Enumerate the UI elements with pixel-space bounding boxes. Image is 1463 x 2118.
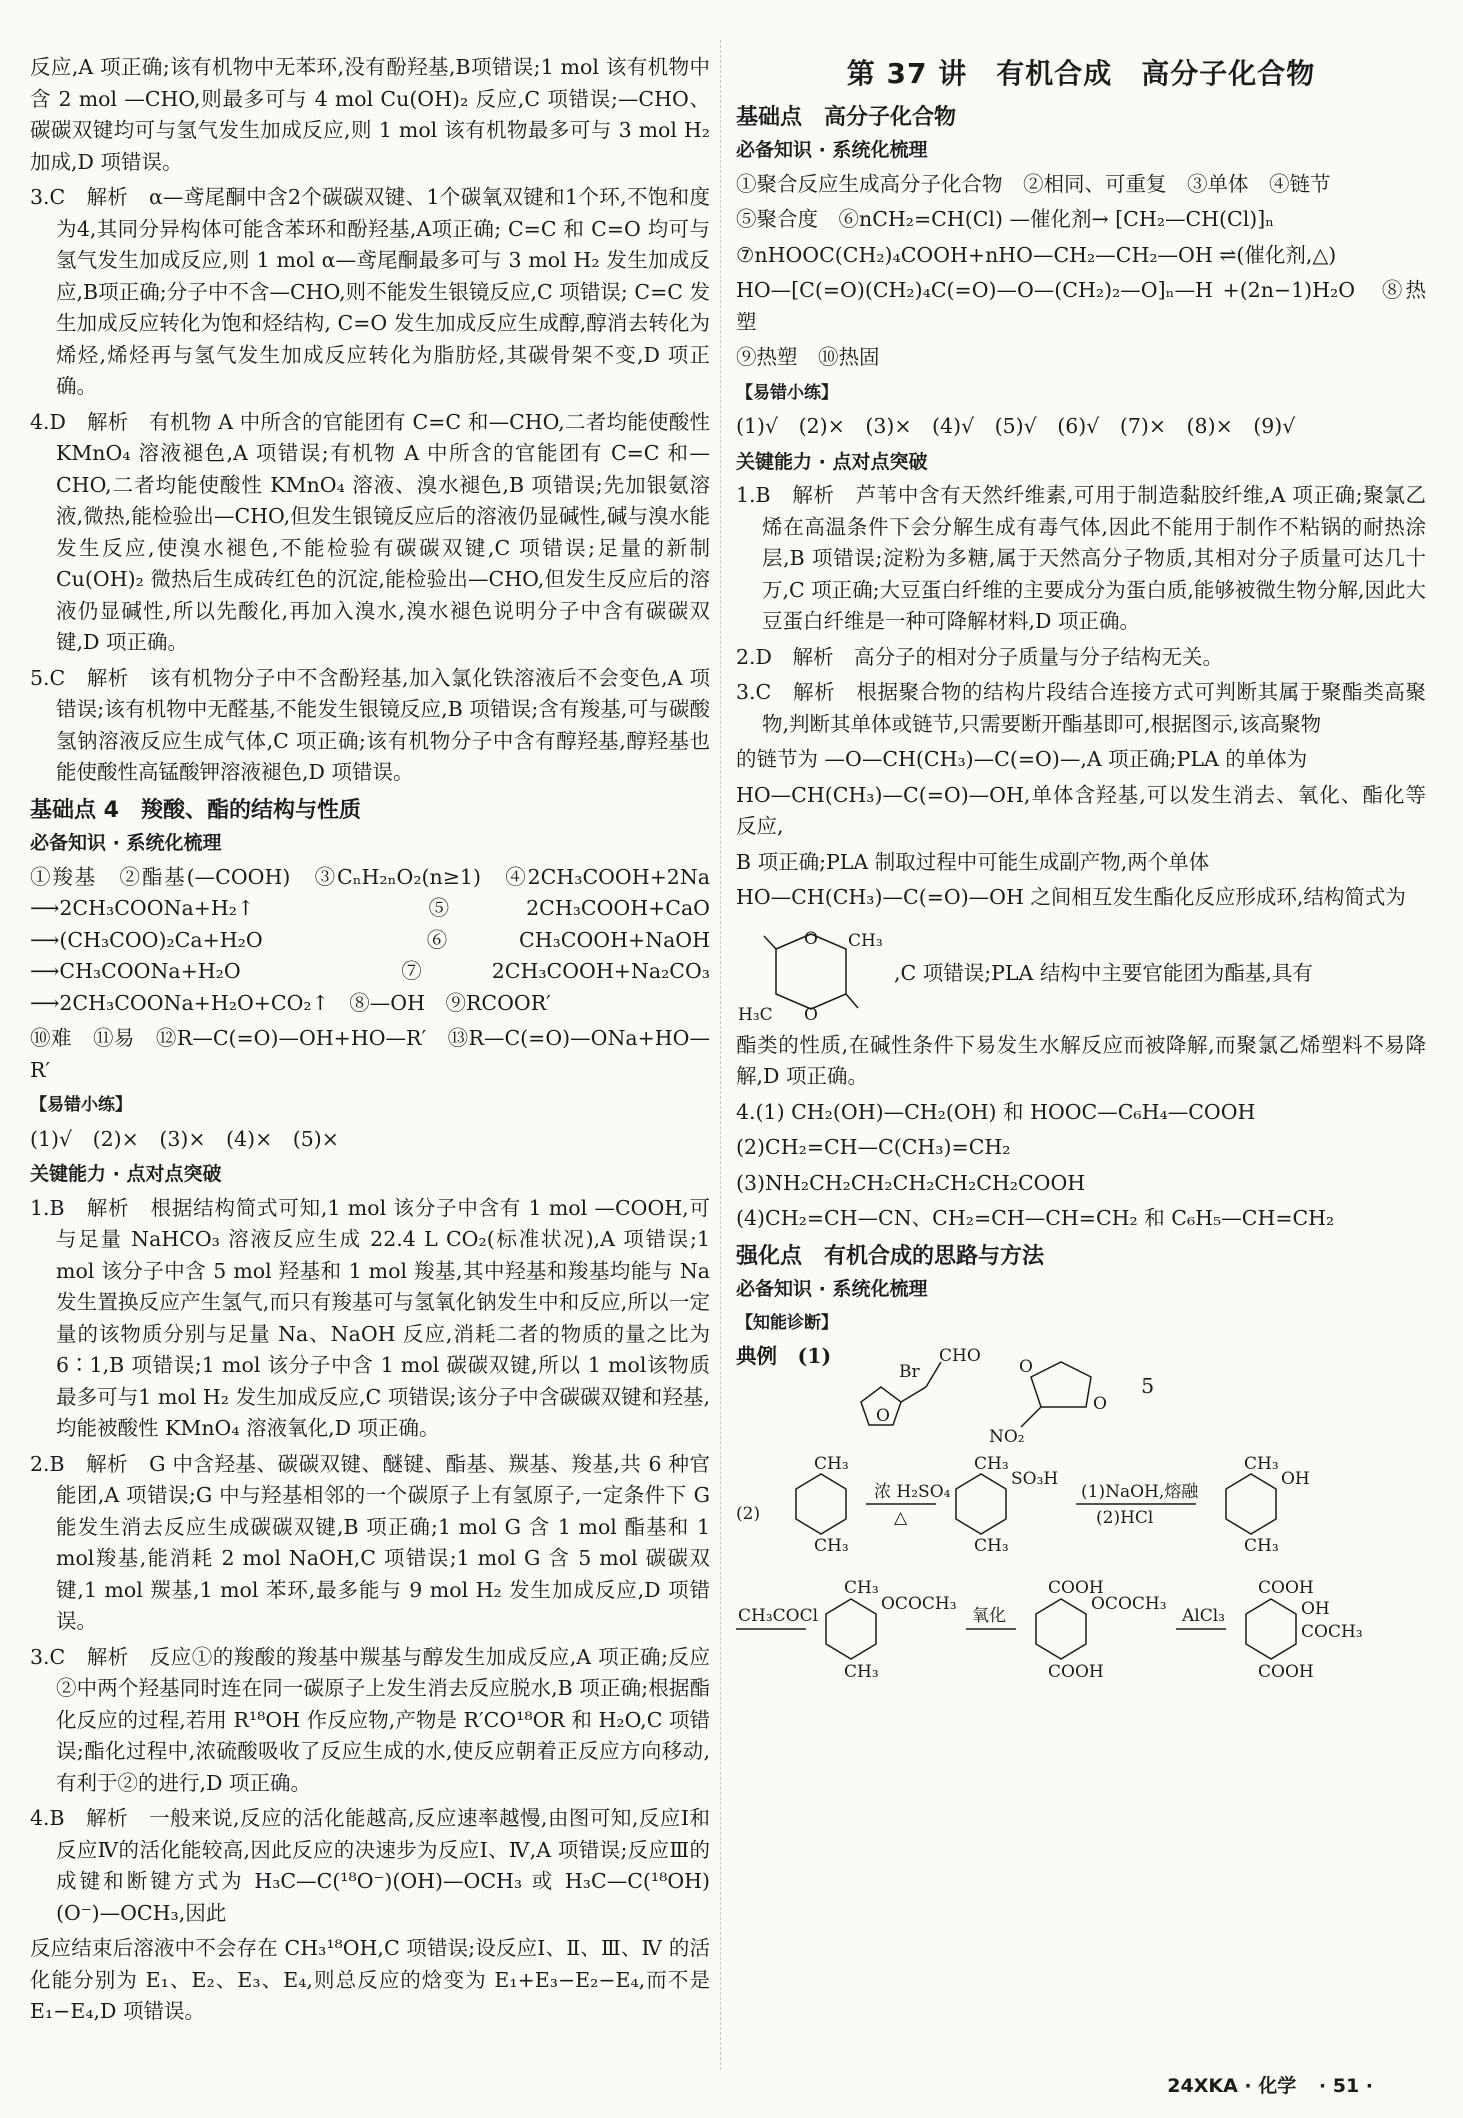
section-heading-4: 基础点 4 羧酸、酯的结构与性质 xyxy=(30,797,361,823)
svg-text:OH: OH xyxy=(1281,1469,1310,1489)
sulfonic-acid-structure xyxy=(956,1454,1058,1556)
error-practice-tag: 【易错小练】 xyxy=(30,1095,132,1115)
example-1-number: 5 xyxy=(1141,1374,1155,1398)
polymer-knowledge-4: HO—[C(=O)(CH₂)₄C(=O)—O—(CH₂)₂—O]ₙ—H +(2n−1)H₂O ⑧热塑 xyxy=(736,278,1426,334)
polymer-answer-4d: (4)CH₂=CH—CN、CH₂=CH—CH=CH₂ 和 C₆H₅—CH=CH₂ xyxy=(736,1206,1335,1230)
subheading-abilities: 关键能力 · 点对点突破 xyxy=(30,1163,222,1185)
svg-text:CHO: CHO xyxy=(939,1346,981,1366)
svg-text:CH₃: CH₃ xyxy=(814,1454,849,1474)
reagent-alcl3: AlCl₃ xyxy=(1182,1606,1225,1626)
svg-text:COOH: COOH xyxy=(1048,1662,1104,1682)
svg-text:O: O xyxy=(876,1406,891,1426)
svg-text:Br: Br xyxy=(899,1362,920,1382)
answer-3-explanation: 3.C 解析 α—鸢尾酮中含2个碳碳双键、1个碳氧双键和1个环,不饱和度为4,其同分异构体可能含苯环和酚羟基,A项正确; C=C 和 C=O 均可与氢气发生加成反应,则 1 mol α—鸢尾酮最多可与 3 mol H₂ 发生加成反应,B项正确;分子中不含—CHO,则不能发生银镜反应,C 项错误; C=C 发生加成反应转化为饱和烃结构, C=O 发生加成反应生成醇,醇消去转化为烯烃,烯烃再与氢气发生加成反应转化为脂肪烃,其碳骨架不变,D 项正确。 xyxy=(30,185,710,398)
reagent-naoh: (1)NaOH,熔融 xyxy=(1081,1482,1199,1502)
right-column xyxy=(736,40,1426,1715)
svg-text:COOH: COOH xyxy=(1258,1662,1314,1682)
left-column xyxy=(30,52,710,2032)
ability-answer-2: 2.B 解析 G 中含羟基、碳碳双键、醚键、酯基、羰基、羧基,共 6 种官能团,A 项错误;G 中与羟基相邻的一个碳原子上有氢原子,一定条件下 G 能发生消去反应生成碳碳双键,B 项正确;1 mol G 含 1 mol 酯基和 1 mol羧基,能消耗 2 mol NaOH,C 项错误;1 mol G 含 5 mol 碳碳双键,1 mol 羰基,1 mol 苯环,最多能与 9 mol H₂ 发生加成反应,D 项错误。 xyxy=(30,1451,710,1633)
svg-text:CH₃: CH₃ xyxy=(974,1536,1009,1556)
answer-5-explanation: 5.C 解析 该有机物分子中不含酚羟基,加入氯化铁溶液后不会变色,A 项错误;该有机物中无醛基,不能发生银镜反应,B 项错误;含有羧基,可与碳酸氢钠溶液反应生成气体,C 项正确;该有机物分子中含有醇羟基,醇羟基也能使酸性高锰酸钾溶液褪色,D 项错误。 xyxy=(30,665,710,784)
lactide-structure-row xyxy=(736,918,1426,1030)
footer-series: 24XKA · 化学 xyxy=(1167,2075,1297,2097)
polymer-answer-4c: (3)NH₂CH₂CH₂CH₂CH₂CH₂COOH xyxy=(736,1170,1086,1195)
ability-answer-4a: 4.B 解析 一般来说,反应的活化能越高,反应速率越慢,由图可知,反应Ⅰ和反应Ⅳ的活化能较高,因此反应的决速步为反应Ⅰ、Ⅳ,A 项错误;反应Ⅲ的成键和断键方式为 H₃C—C(¹⁸O⁻)(OH)—OCH₃ 或 H₃C—C(¹⁸OH)(O⁻)—OCH₃,因此 xyxy=(30,1806,710,1925)
error-practice-tag-right: 【易错小练】 xyxy=(736,382,838,403)
svg-text:H₃C: H₃C xyxy=(738,1004,773,1025)
product-structure xyxy=(1246,1578,1363,1682)
svg-text:COOH: COOH xyxy=(1258,1578,1314,1598)
column-divider xyxy=(720,40,721,2070)
polymer-answer-3e: HO—CH(CH₃)—C(=O)—OH 之间相互发生酯化反应形成环,结构简式为 xyxy=(736,885,1406,909)
svg-text:CH₃: CH₃ xyxy=(974,1454,1009,1474)
polymer-knowledge-5: ⑨热塑 ⑩热固 xyxy=(736,345,880,369)
example-1-structure-a xyxy=(841,1346,981,1437)
polymer-answer-4b: (2)CH₂=CH—C(CH₃)=CH₂ xyxy=(736,1135,1011,1159)
reagent-ch3cocl: CH₃COCl xyxy=(738,1606,819,1626)
answer-4-explanation: 4.D 解析 有机物 A 中所含的官能团有 C=C 和—CHO,二者均能使酸性 KMnO₄ 溶液褪色,A 项错误;有机物 A 中所含的官能团有 C=C 和—CHO,二者均能使酸性 KMnO₄ 溶液、溴水褪色,B 项错误;先加银氨溶液,微热,能检验出—CHO,但发生银镜反应后的溶液仍显碱性,碱与溴水能发生反应,使溴水褪色,不能检验有碳碳双键,C 项错误;足量的新制 Cu(OH)₂ 微热后生成砖红色的沉淀,能检验出—CHO,但发生反应后的溶液仍显碱性,所以先酸化,再加入溴水,溴水褪色说明分子中含有碳碳双键,D 项正确。 xyxy=(30,409,710,654)
knowledge-list-1: ①羧基 ②酯基(—COOH) ③CₙH₂ₙO₂(n≥1) ④2CH₃COOH+2Na ⟶2CH₃COONa+H₂↑ ⑤2CH₃COOH+CaO ⟶(CH₃COO)₂Ca+H₂O ⑥CH₃COOH+NaOH ⟶CH₃COONa+H₂O ⑦2CH₃COOH+Na₂CO₃ ⟶2CH₃COONa+H₂O+CO₂↑ ⑧—OH ⑨RCOOR′ xyxy=(30,864,710,1015)
knowledge-list-2: ⑩难 ⑪易 ⑫R—C(=O)—OH+HO—R′ ⑬R—C(=O)—ONa+HO—R′ xyxy=(30,1026,710,1082)
diacid-acetate-structure xyxy=(1036,1578,1167,1682)
reagent-h2so4: 浓 H₂SO₄ xyxy=(874,1482,951,1502)
diagnosis-tag: 【知能诊断】 xyxy=(736,1312,838,1333)
svg-text:NO₂: NO₂ xyxy=(989,1427,1025,1447)
polymer-answer-4a: 4.(1) CH₂(OH)—CH₂(OH) 和 HOOC—C₆H₄—COOH xyxy=(736,1099,1256,1124)
subheading-abilities-right: 关键能力 · 点对点突破 xyxy=(736,450,928,473)
svg-text:CH₃: CH₃ xyxy=(844,1578,879,1598)
svg-text:OH: OH xyxy=(1301,1599,1330,1619)
ability-answer-3: 3.C 解析 反应①的羧酸的羧基中羰基与醇发生加成反应,A 项正确;反应②中两个羟基同时连在同一碳原子上发生消去反应脱水,B 项正确;根据酯化反应的过程,若用 R¹⁸OH 作反应物,产物是 R′CO¹⁸OR 和 H₂O,C 项错误;酯化过程中,浓硫酸吸收了反应生成的水,使反应朝着正反应方向移动,有利于②的进行,D 项正确。 xyxy=(30,1644,710,1795)
svg-text:O: O xyxy=(1019,1357,1034,1377)
polymer-answer-2: 2.D 解析 高分子的相对分子质量与分子结构无关。 xyxy=(736,644,1223,669)
svg-text:CH₃: CH₃ xyxy=(848,930,883,951)
ability-answer-4b: 反应结束后溶液中不会存在 CH₃¹⁸OH,C 项错误;设反应Ⅰ、Ⅱ、Ⅲ、Ⅳ 的活化能分别为 E₁、E₂、E₃、E₄,则总反应的焓变为 E₁+E₃−E₂−E₄,而不是 E₁−E₄,D 项错误。 xyxy=(30,1936,710,2023)
example-1-row xyxy=(736,1341,1426,1453)
svg-text:COCH₃: COCH₃ xyxy=(1301,1622,1363,1642)
polymer-answer-3b: 的链节为 —O—CH(CH₃)—C(=O)—,A 项正确;PLA 的单体为 xyxy=(736,747,1308,771)
polymer-answer-3a: 3.C 解析 根据聚合物的结构片段结合连接方式可判断其属于聚酯类高聚物,判断其单体或链节,只需要断开酯基即可,根据图示,该高聚物 xyxy=(736,680,1426,736)
lesson-title: 第 37 讲 有机合成 高分子化合物 xyxy=(846,57,1316,90)
reagent-hcl: (2)HCl xyxy=(1096,1508,1154,1528)
svg-text:OCOCH₃: OCOCH₃ xyxy=(1091,1594,1167,1614)
cresol-structure xyxy=(1226,1454,1310,1556)
svg-text:SO₃H: SO₃H xyxy=(1011,1469,1059,1489)
svg-text:O: O xyxy=(804,928,818,949)
reagent-heat: △ xyxy=(894,1508,908,1528)
subheading-knowledge-synthesis: 必备知识 · 系统化梳理 xyxy=(736,1278,928,1300)
polymer-answer-3f: ,C 项错误;PLA 结构中主要官能团为酯基,具有 xyxy=(894,960,1313,985)
toluene-structure xyxy=(796,1454,849,1556)
section-heading-synthesis: 强化点 有机合成的思路与方法 xyxy=(736,1243,1045,1269)
ability-answer-1: 1.B 解析 根据结构简式可知,1 mol 该分子中含有 1 mol —COOH,可与足量 NaHCO₃ 溶液反应生成 22.4 L CO₂(标准状况),A 项错误;1 mol 该分子中含 5 mol 羟基和 1 mol 羧基,其中羟基和羧基均能与 Na 发生置换反应产生氢气,而只有羧基可与氢氧化钠发生中和反应,所以一定量的该物质分别与足量 Na、NaOH 反应,消耗二者的物质的量之比为 6∶1,B 项错误;1 mol 该分子中含 1 mol 碳碳双键,所以 1 mol该物质最多可与1 mol H₂ 发生加成反应,C 项错误;该分子中含碳碳双键和羟基,均能被酸性 KMnO₄ 溶液氧化,D 项正确。 xyxy=(30,1195,710,1440)
reagent-oxidation: 氧化 xyxy=(972,1606,1006,1626)
lactide-ring-structure xyxy=(736,924,886,1024)
example-1-structure-b xyxy=(981,1347,1131,1447)
polymer-answer-3c: HO—CH(CH₃)—C(=O)—OH,单体含羟基,可以发生消去、氧化、酯化等反应, xyxy=(736,782,1426,838)
acetate-structure xyxy=(826,1578,957,1682)
page-number: · 51 · xyxy=(1318,2075,1373,2097)
svg-text:OCOCH₃: OCOCH₃ xyxy=(881,1594,957,1614)
subheading-knowledge: 必备知识 · 系统化梳理 xyxy=(30,832,222,854)
error-practice-answers-right: (1)√ (2)× (3)× (4)√ (5)√ (6)√ (7)× (8)× (9)√ xyxy=(736,414,1296,438)
svg-text:CH₃: CH₃ xyxy=(814,1536,849,1556)
section-heading-polymer: 基础点 高分子化合物 xyxy=(736,104,957,130)
svg-text:O: O xyxy=(1093,1394,1108,1414)
polymer-answer-3d: B 项正确;PLA 制取过程中可能生成副产物,两个单体 xyxy=(736,849,1210,874)
polymer-answer-3g: 酯类的性质,在碱性条件下易发生水解反应而被降解,而聚氯乙烯塑料不易降解,D 项正确。 xyxy=(736,1032,1426,1088)
synthesis-route-diagram xyxy=(736,1454,1416,1709)
svg-text:COOH: COOH xyxy=(1048,1578,1104,1598)
svg-text:CH₃: CH₃ xyxy=(1244,1536,1279,1556)
error-practice-answers: (1)√ (2)× (3)× (4)× (5)× xyxy=(30,1126,339,1151)
polymer-knowledge-2: ⑤聚合度 ⑥nCH₂=CH(Cl) —催化剂→ [CH₂—CH(Cl)]ₙ xyxy=(736,207,1275,231)
subheading-knowledge-right: 必备知识 · 系统化梳理 xyxy=(736,139,928,161)
polymer-knowledge-1: ①聚合反应生成高分子化合物 ②相同、可重复 ③单体 ④链节 xyxy=(736,171,1331,196)
example-2-label: (2) xyxy=(736,1504,761,1524)
svg-text:CH₃: CH₃ xyxy=(844,1662,879,1682)
polymer-knowledge-3: ⑦nHOOC(CH₂)₄COOH+nHO—CH₂—CH₂—OH ⇌(催化剂,△) xyxy=(736,242,1337,267)
page-footer xyxy=(1167,2071,1373,2098)
polymer-answer-1: 1.B 解析 芦苇中含有天然纤维素,可用于制造黏胶纤维,A 项正确;聚氯乙烯在高温条件下会分解生成有毒气体,因此不能用于制作不粘锅的耐热涂层,B 项错误;淀粉为多糖,属于天然高分子物质,其相对分子质量可达几十万,C 项正确;大豆蛋白纤维的主要成分为蛋白质,能够被微生物分解,因此大豆蛋白纤维是一种可降解材料,D 项正确。 xyxy=(736,483,1426,633)
example-1-label: 典例 (1) xyxy=(736,1344,832,1368)
svg-text:O: O xyxy=(804,1004,818,1025)
svg-text:CH₃: CH₃ xyxy=(1244,1454,1279,1474)
left-paragraph-1: 反应,A 项正确;该有机物中无苯环,没有酚羟基,B项错误;1 mol 该有机物中含 2 mol —CHO,则最多可与 4 mol Cu(OH)₂ 反应,C 项错误;—CHO、碳碳双键均可与氢气发生加成反应,则 1 mol 该有机物最多可与 3 mol H₂ 加成,D 项错误。 xyxy=(30,55,710,174)
